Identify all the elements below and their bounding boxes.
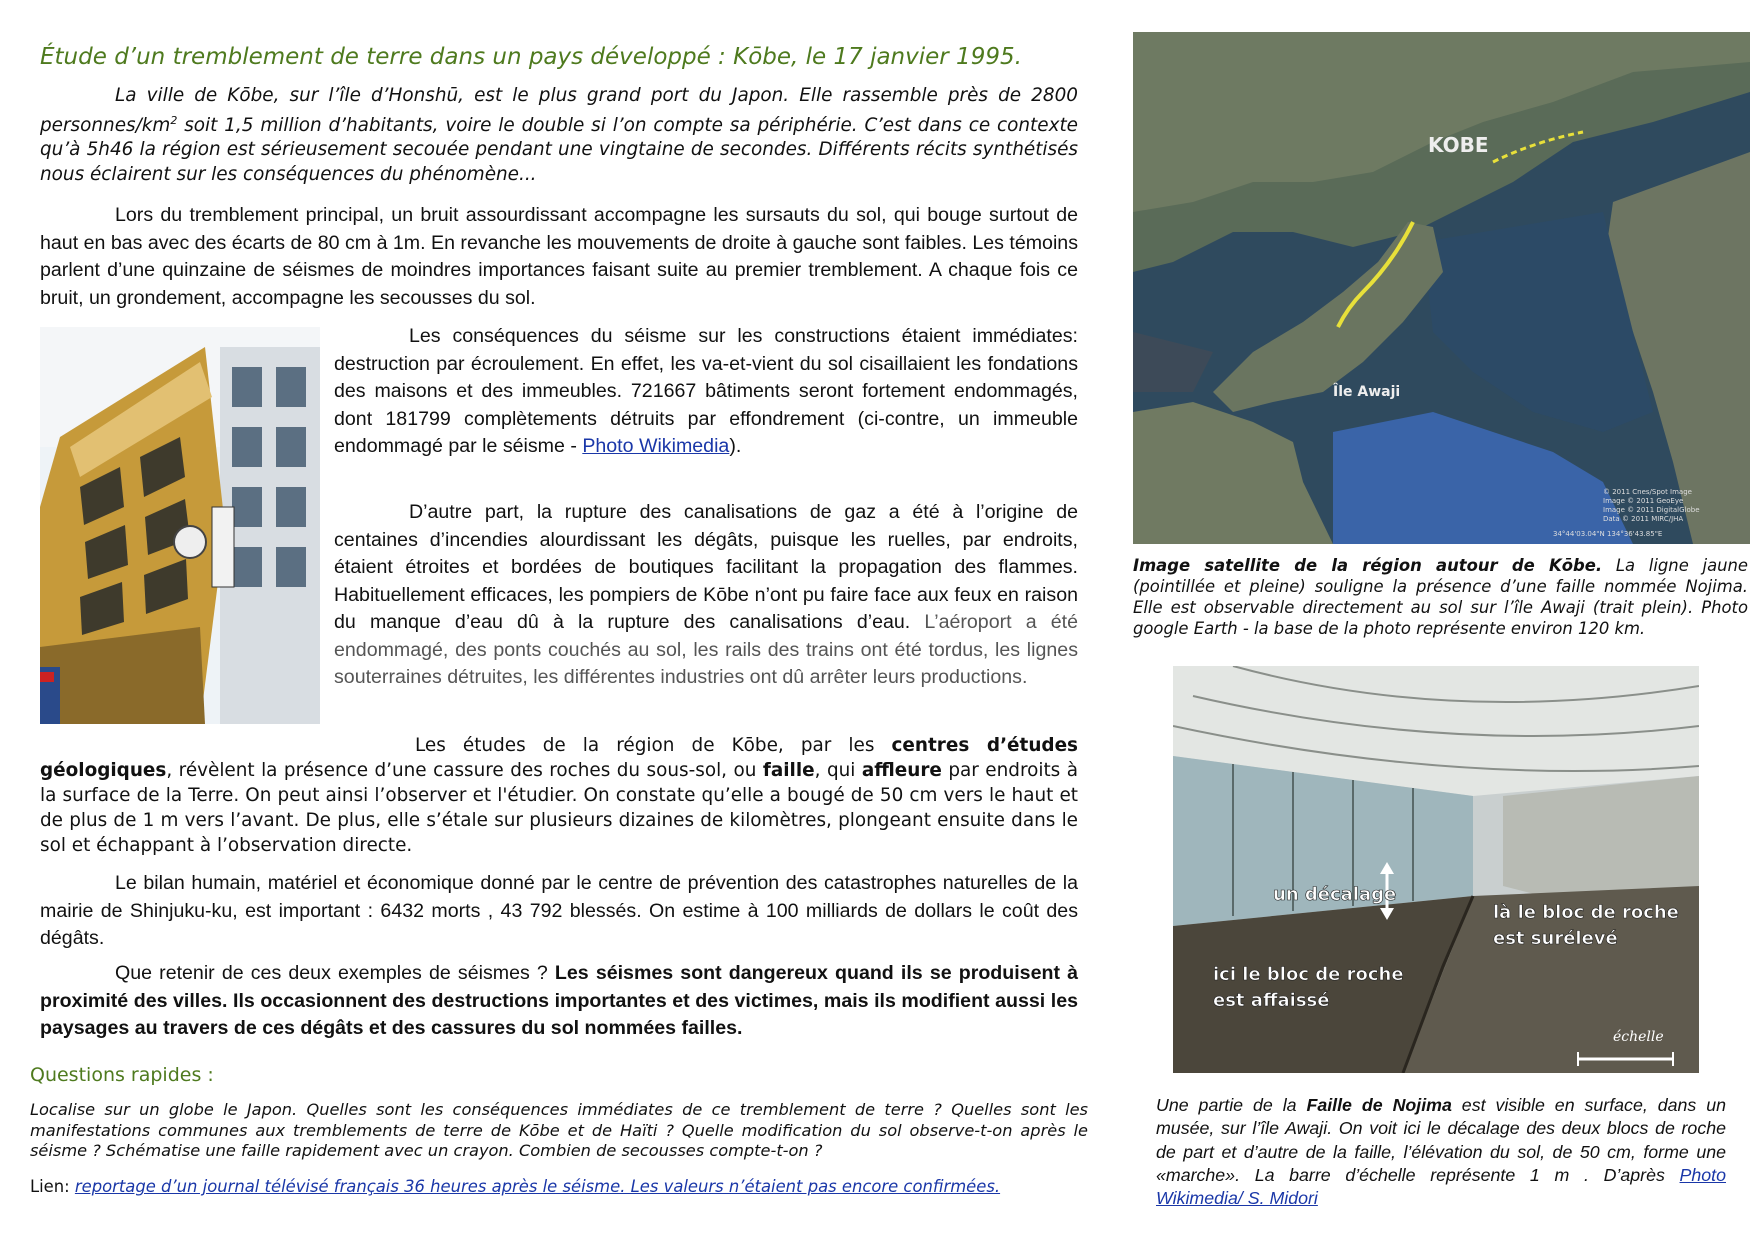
paragraph-constructions-end: ). [729, 435, 742, 457]
paragraph-fires-text: D’autre part, la rupture des canalisations de gaz a été à l’origine de centaines d’incendies alourdissant les dégâts, puisque les ruelles, par endroits, étaient étroites et bordées de boutiques facilitant la propagation des flammes. Habituellement efficaces, les pompiers de Kōbe n’ont pu faire face aux feux en raison du manque d’eau dû à la rupture des canalisations d’eau. [334, 501, 1078, 633]
label-decalage: un décalage [1273, 884, 1397, 905]
credit-line-1: © 2011 Cnes/Spot Image [1603, 488, 1692, 496]
paragraph-geology [40, 733, 1078, 858]
damaged-building-photo [40, 327, 320, 724]
label-affaisse-2: est affaissé [1213, 990, 1330, 1011]
intro-superscript: 2 [170, 113, 178, 127]
fault-caption-bold: Faille de Nojima [1306, 1095, 1452, 1115]
geology-text-4: par endroits à la surface de la Terre. On peut ainsi l’observer et l'étudier. On constate qu’elle a bougé de 50 cm vers le haut et de plus de 1 m vers l’avant. De plus, elle s’étale sur plusieurs dizaines de kilomètres, plongeant ensuite dans le sol et échappant à l’observation directe. [40, 760, 1078, 856]
geology-text-2: , révèlent la présence d’une cassure des roches du sous-sol, ou [166, 760, 763, 781]
satellite-caption-bold: Image satellite de la région autour de Kōbe. [1133, 556, 1603, 575]
geology-bold-centres: centres d’études géologiques [40, 735, 1078, 781]
reportage-link[interactable]: reportage d’un journal télévisé français 36 heures après le séisme. Les valeurs n’étaient pas encore confirmées. [74, 1177, 1001, 1196]
lien-line [30, 1176, 1088, 1197]
questions-text: Localise sur un globe le Japon. Quelles sont les conséquences immédiates de ce tremblement de terre ? Quelles sont les manifestations communes aux tremblements de terre de Kōbe et de Haïti ? Quelle modification du sol observe-t-on après le séisme ? Schématise une faille rapidement avec un crayon. Combien de secousses compte-t-on ? [30, 1100, 1088, 1160]
intro-text: La ville de Kōbe, sur l’île d’Honshū, est le plus grand port du Japon. Elle rassemble près de 2800 personnes/km [40, 85, 1078, 136]
paragraph-conclusion [40, 960, 1078, 1043]
conclusion-bold: Les séismes sont dangereux quand ils se produisent à proximité des villes. Ils occasionnent des destructions importantes et des victimes, mais ils modifient aussi les paysages au travers de ces dégâts et des cassures du sol nommées failles. [40, 962, 1078, 1039]
label-echelle: échelle [1613, 1029, 1664, 1045]
label-awaji: Île Awaji [1333, 384, 1401, 400]
paragraph-constructions-text: Les conséquences du séisme sur les constructions étaient immédiates: destruction par écroulement. En effet, les va-et-vient du sol cisaillaient les fondations des maisons et des immeubles. 721667 bâtiments seront fortement endommagés, dont 181799 complètements détruits par effondrement (ci-contre, un immeuble endommagé par le séisme - [334, 325, 1078, 457]
satellite-caption [1133, 555, 1748, 639]
fault-museum-illustration [1173, 666, 1699, 1073]
intro-paragraph [40, 84, 1078, 187]
geology-bold-faille: faille [762, 760, 815, 781]
satellite-map-illustration [1133, 32, 1750, 544]
geology-bold-affleure: affleure [861, 760, 942, 781]
questions-title: Questions rapides : [30, 1064, 214, 1086]
geology-text-3: , qui [814, 760, 862, 781]
fault-caption-text-2: est visible en surface, dans un musée, sur l’île Awaji. On voit ici le décalage des deux blocs de roche de part et d’autre de la faille, l’élévation du sol, de 50 cm, forme une «marche». La barre d’échelle représente 1 m . D’après [1156, 1095, 1726, 1185]
paragraph-bilan: Le bilan humain, matériel et économique donné par le centre de prévention des catastrophes naturelles de la mairie de Shinjuku-ku, est important : 6432 morts , 43 792 blessés. On estime à 100 milliards de dollars le coût des dégâts. [40, 872, 1078, 949]
fault-caption-text-1: Une partie de la [1156, 1095, 1307, 1115]
intro-text-end: soit 1,5 million d’habitants, voire le double si l’on compte sa périphérie. C’est dans ce contexte qu’à 5h46 la région est sérieusement secouée pendant une vingtaine de secondes. Différents récits synthétisés nous éclairent sur les conséquences du phénomène... [40, 114, 1078, 185]
label-sureleve-2: est surélevé [1493, 928, 1618, 949]
paragraph-fires-gray: L’aéroport a été endommagé, des ponts couchés au sol, les rails des trains ont été tordus, les lignes souterraines détruites, les différentes industries ont dû arrêter leurs productions. [334, 611, 1079, 688]
conclusion-question: Que retenir de ces deux exemples de séismes ? [115, 962, 555, 984]
satellite-caption-text: La ligne jaune (pointillée et pleine) souligne la présence d’une faille nommée Nojima. Elle est observable directement au sol sur l’île Awaji (trait plein). Photo google Earth - la base de la photo représente environ 120 km. [1133, 556, 1749, 638]
paragraph-main-quake: Lors du tremblement principal, un bruit assourdissant accompagne les sursauts du sol, qui bouge surtout de haut en bas avec des écarts de 80 cm à 1m. En revanche les mouvements de droite à gauche sont faibles. Les témoins parlent d’une quinzaine de séismes de moindres importances faisant suite au premier tremblement. A chaque fois ce bruit, un grondement, accompagne les secousses du sol. [40, 204, 1078, 309]
fault-photo [1173, 666, 1699, 1073]
lien-label: Lien: [30, 1177, 75, 1196]
credit-line-4: Data © 2011 MIRC/JHA [1603, 515, 1684, 523]
fault-caption [1156, 1094, 1726, 1210]
paragraph-fires [334, 499, 1078, 692]
label-kobe: KOBE [1428, 133, 1489, 157]
photo-wikimedia-midori-link[interactable]: Photo Wikimedia/ S. Midori [1156, 1164, 1726, 1209]
coordinates: 34°44'03.04"N 134°36'43.85"E [1553, 530, 1663, 538]
damaged-building-illustration [40, 327, 320, 724]
label-sureleve-1: là le bloc de roche [1493, 902, 1679, 923]
credit-line-2: Image © 2011 GeoEye [1603, 497, 1684, 505]
geology-text-1: Les études de la région de Kōbe, par les [415, 735, 892, 756]
satellite-image [1133, 32, 1750, 544]
page-title: Étude d’un tremblement de terre dans un pays développé : Kōbe, le 17 janvier 1995. [40, 44, 1022, 70]
paragraph-constructions [334, 323, 1078, 461]
credit-line-3: Image © 2011 DigitalGlobe [1603, 506, 1700, 514]
photo-wikimedia-link[interactable]: Photo Wikimedia [582, 435, 730, 457]
label-affaisse-1: ici le bloc de roche [1213, 964, 1404, 985]
